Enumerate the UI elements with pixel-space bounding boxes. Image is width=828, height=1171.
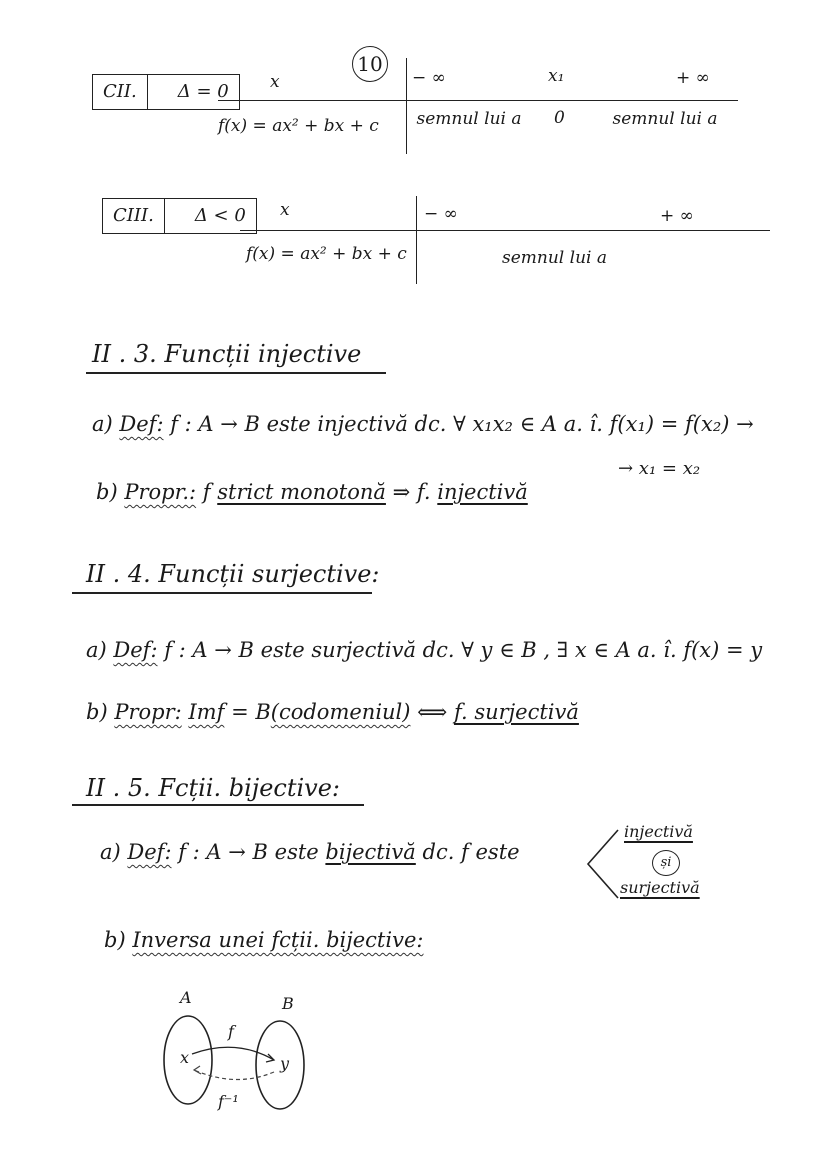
- section-3-prop-f: f: [202, 480, 211, 504]
- case-2-x-header: x: [270, 72, 280, 92]
- case-3-label: CIII.: [113, 205, 154, 226]
- section-3-heading: II . 3. Funcții injective: [92, 340, 362, 368]
- section-4-b-prefix: b): [86, 700, 108, 724]
- section-3-injective: injectivă: [437, 480, 528, 504]
- case-3-plus-inf: + ∞: [660, 206, 694, 226]
- section-4-def-line: [86, 638, 762, 662]
- section-4-a-prefix: a): [86, 638, 107, 662]
- page-number: 10: [352, 46, 388, 82]
- case-3-function: f(x) = ax² + bx + c: [246, 244, 407, 264]
- section-4-prop-line: [86, 700, 579, 724]
- case-2-sign-left: semnul lui a: [416, 109, 522, 129]
- section-4-heading: II . 4. Funcții surjective:: [86, 560, 380, 588]
- case-2-label: CII.: [103, 81, 137, 102]
- section-5-def-label: Def:: [127, 840, 172, 864]
- section-4-surjective: f. surjectivă: [453, 700, 579, 724]
- section-3-prop-label: Propr.:: [124, 480, 197, 504]
- section-5-b-prefix: b): [104, 928, 126, 952]
- case-2-minus-inf: − ∞: [412, 68, 446, 88]
- brace-surjective: surjectivă: [620, 878, 700, 897]
- section-3-def-text: f : A → B este injectivă dc. ∀ x₁x₂ ∈ A a. î. f(x₁) = f(x₂) →: [170, 412, 754, 436]
- section-3-strict-monotone: strict monotonă: [217, 480, 386, 504]
- section-3-prop-line: [96, 480, 528, 504]
- diagram-f-inverse-label: f⁻¹: [218, 1092, 239, 1111]
- section-4-codomain: (codomeniul): [270, 700, 411, 724]
- case-3-sign: semnul lui a: [502, 248, 608, 268]
- section-5-inverse-line: [104, 928, 423, 952]
- case-3-label-box: [102, 198, 257, 234]
- section-4-imf: Imf: [188, 700, 225, 724]
- case-2-x1: x₁: [548, 66, 565, 86]
- case-2-row-divider: [218, 100, 738, 101]
- section-5-def-text: f : A → B este: [178, 840, 319, 864]
- case-3-column-divider: [416, 196, 417, 284]
- case-2-column-divider: [406, 58, 407, 154]
- diagram-f-label: f: [228, 1022, 234, 1041]
- case-3-row-divider: [240, 230, 770, 231]
- case-2-zero: 0: [554, 108, 565, 128]
- angle-brace-icon: [582, 824, 622, 904]
- section-5-def-line: [100, 840, 520, 864]
- section-3-heading-rule: [86, 372, 386, 374]
- section-4-def-text: f : A → B este surjectivă dc. ∀ y ∈ B , ∃ x ∈ A a. î. f(x) = y: [164, 638, 763, 662]
- case-3-minus-inf: − ∞: [424, 204, 458, 224]
- section-4-def-label: Def:: [113, 638, 158, 662]
- diagram-element-x: x: [180, 1048, 190, 1067]
- case-3-x-header: x: [280, 200, 290, 220]
- diagram-element-y: y: [280, 1054, 290, 1073]
- section-3-b-prefix: b): [96, 480, 118, 504]
- brace-injective: injectivă: [624, 822, 693, 841]
- case-3-divider: [164, 199, 185, 233]
- section-3-def-label: Def:: [119, 412, 164, 436]
- case-2-plus-inf: + ∞: [676, 68, 710, 88]
- case-2-divider: [147, 75, 168, 109]
- case-2-label-box: [92, 74, 240, 110]
- section-3-def-line: [92, 412, 754, 436]
- section-4-iff: ⟺: [417, 700, 448, 724]
- section-5-bijective: bijectivă: [325, 840, 416, 864]
- section-5-a-prefix: a): [100, 840, 121, 864]
- case-2-sign-right: semnul lui a: [612, 109, 718, 129]
- section-3-implies: ⇒ f.: [392, 480, 431, 504]
- brace-and: și: [652, 850, 680, 876]
- case-2-condition: Δ = 0: [177, 81, 229, 102]
- section-5-heading-rule: [72, 804, 364, 806]
- section-5-inverse-title: Inversa unei fcții. bijective:: [132, 928, 424, 952]
- section-3-a-prefix: a): [92, 412, 113, 436]
- section-4-prop-label: Propr:: [114, 700, 182, 724]
- section-4-heading-rule: [72, 592, 372, 594]
- section-5-def-text-2: dc. f este: [422, 840, 520, 864]
- section-3-def-continuation: → x₁ = x₂: [618, 458, 701, 479]
- diagram-set-b: B: [282, 994, 294, 1013]
- case-3-condition: Δ < 0: [194, 205, 246, 226]
- section-4-eq: = B: [231, 700, 271, 724]
- case-2-function: f(x) = ax² + bx + c: [218, 116, 379, 136]
- section-5-heading: II . 5. Fcții. bijective:: [86, 774, 341, 802]
- diagram-set-a: A: [180, 988, 192, 1007]
